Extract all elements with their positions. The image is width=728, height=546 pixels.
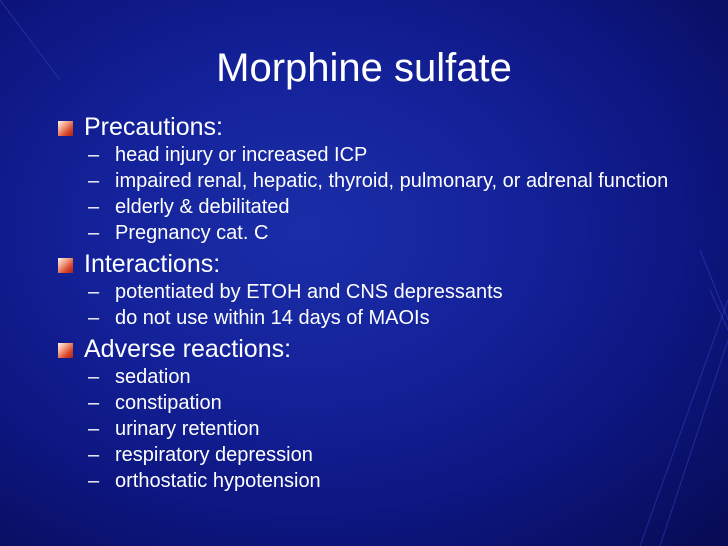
section-heading-label: Interactions: — [84, 250, 221, 278]
dash-bullet: – — [88, 307, 100, 329]
list-item-text: head injury or increased ICP — [115, 144, 368, 166]
list-item — [88, 367, 696, 387]
section-heading — [56, 249, 696, 279]
section-heading-label: Adverse reactions: — [84, 335, 292, 363]
sub-bullet-list — [88, 367, 696, 491]
dash-bullet: – — [88, 392, 100, 414]
sub-bullet-list — [88, 145, 696, 243]
dash-bullet: – — [88, 222, 100, 244]
list-item — [88, 471, 696, 491]
list-item — [88, 282, 696, 302]
square-bullet-icon — [58, 343, 73, 358]
section-heading-label: Precautions: — [84, 113, 223, 141]
section-heading — [56, 112, 696, 142]
list-item-text: orthostatic hypotension — [115, 470, 321, 492]
list-item-text: Pregnancy cat. C — [115, 222, 269, 244]
dash-bullet: – — [88, 281, 100, 303]
list-item — [88, 445, 696, 465]
section-adverse-reactions — [56, 334, 696, 491]
section-interactions — [56, 249, 696, 328]
list-item-text: elderly & debilitated — [115, 196, 290, 218]
list-item — [88, 197, 696, 217]
list-item-text: constipation — [115, 392, 222, 414]
section-heading — [56, 334, 696, 364]
list-item — [88, 308, 696, 328]
square-bullet-icon — [58, 121, 73, 136]
sub-bullet-list — [88, 282, 696, 328]
list-item-text: impaired renal, hepatic, thyroid, pulmonary, or adrenal function — [115, 170, 669, 192]
list-item — [88, 145, 696, 165]
list-item — [88, 223, 696, 243]
slide-body — [56, 112, 696, 497]
list-item-text: potentiated by ETOH and CNS depressants — [115, 281, 503, 303]
list-item-text: do not use within 14 days of MAOIs — [115, 307, 430, 329]
slide-title: Morphine sulfate — [216, 46, 512, 90]
list-item — [88, 393, 696, 413]
square-bullet-icon — [58, 258, 73, 273]
dash-bullet: – — [88, 366, 100, 388]
list-item-text: respiratory depression — [115, 444, 313, 466]
list-item-text: urinary retention — [115, 418, 260, 440]
section-precautions — [56, 112, 696, 243]
list-item-text: sedation — [115, 366, 191, 388]
dash-bullet: – — [88, 444, 100, 466]
list-item — [88, 419, 696, 439]
dash-bullet: – — [88, 196, 100, 218]
dash-bullet: – — [88, 144, 100, 166]
dash-bullet: – — [88, 170, 100, 192]
list-item — [88, 171, 696, 191]
dash-bullet: – — [88, 470, 100, 492]
dash-bullet: – — [88, 418, 100, 440]
